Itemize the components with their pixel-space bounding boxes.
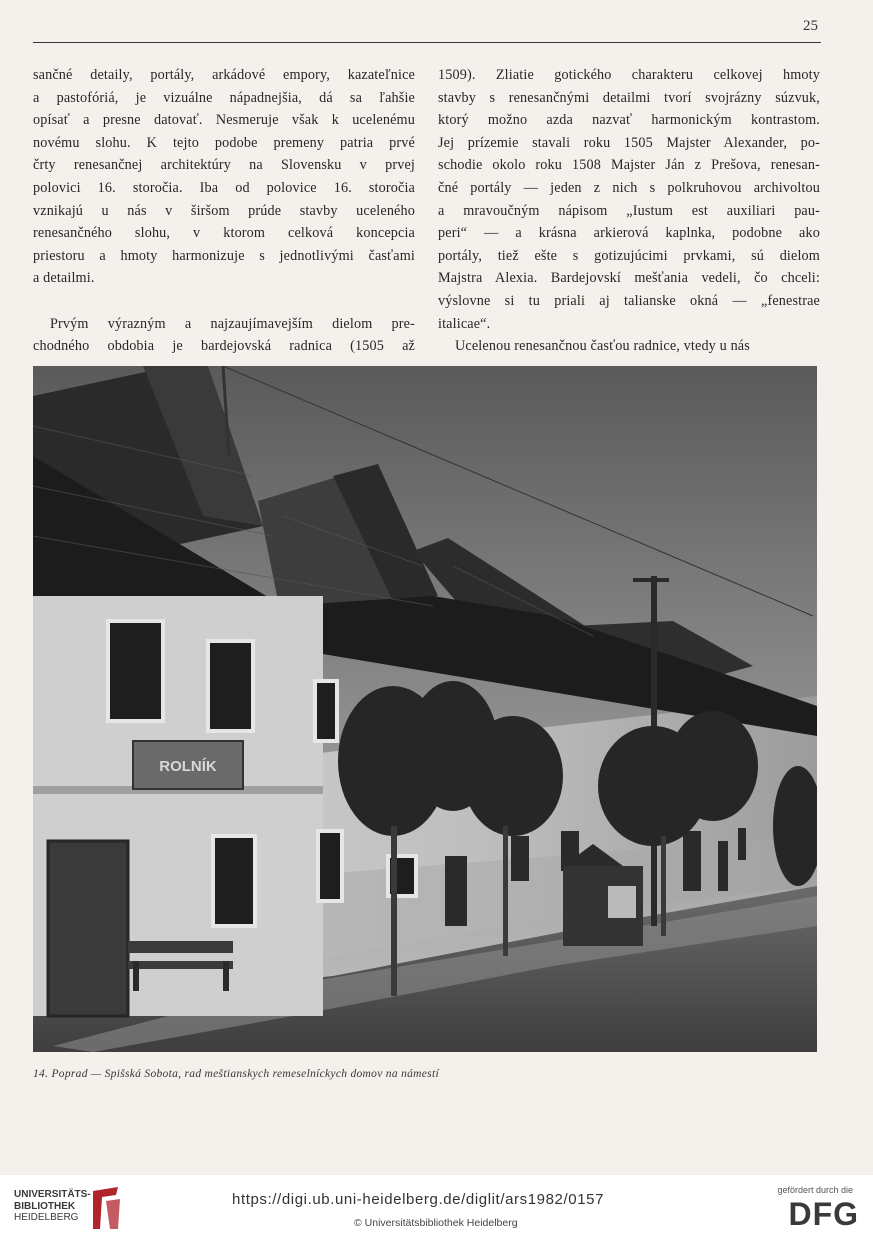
text-line: a detailmi. [33, 270, 95, 287]
text-line: Ucelenou renesančnou časťou radnice, vtedy u nás [455, 338, 750, 355]
dfg-logo[interactable]: DFG [788, 1196, 859, 1232]
text-line: vznikajú u nás v širšom prúde stavby uceleného [33, 202, 415, 219]
text-line: Jej prízemie stavali roku 1505 Majster Alexander, po- [438, 134, 820, 151]
text-line: schodie okolo roku 1508 Majster Ján z Prešova, renesan- [438, 157, 820, 174]
dfg-funding-label: gefördert durch die [777, 1185, 853, 1195]
text-line: novému slohu. K tejto podobe premeny patria prvé [33, 134, 415, 151]
logo-line: UNIVERSITÄTS- [14, 1189, 91, 1200]
text-line: 1509). Zliatie gotického charakteru celkovej hmoty [438, 67, 820, 83]
shop-sign-text: ROLNÍK [159, 758, 217, 775]
text-line: sančné detaily, portály, arkádové empory, kazateľnice [33, 67, 415, 83]
text-line: Prvým výrazným a najzaujímavejším dielom pre- [50, 315, 415, 332]
text-line: a mravoučným nápisom „Iustum est auxiliari pau- [438, 202, 820, 219]
left-text-column [33, 64, 415, 358]
text-line: polovici 16. storočia. Iba od polovice 16. storočia [33, 179, 415, 196]
text-line: čné portály — jeden z nich s polkruhovou archivoltou [438, 179, 820, 196]
logo-line: HEIDELBERG [14, 1212, 79, 1223]
footer-bar [0, 1175, 873, 1240]
text-line: italicae“. [438, 315, 491, 332]
ub-emblem-icon [90, 1185, 124, 1231]
text-line: ktorý možno azda nazvať harmonickým kontrastom. [438, 112, 820, 129]
figure-caption: 14. Poprad — Spišská Sobota, rad meštianskych remeselníckych domov na námestí [33, 1068, 439, 1080]
page-number: 25 [803, 18, 818, 34]
figure-photograph [33, 366, 817, 1052]
text-line: stavby s renesančnými detailmi tvorí svojrázny súzvuk, [438, 89, 820, 106]
text-line: opísať a presne datovať. Nesmeruje však k ucelenému [33, 112, 415, 129]
text-line: portály, tiež ešte s gotizujúcimi prvkami, sú dielom [438, 247, 820, 264]
header-rule [33, 42, 821, 43]
text-line: Majstra Alexia. Bardejovskí mešťania vedeli, čo chceli: [438, 270, 820, 287]
ub-heidelberg-logo[interactable] [14, 1189, 91, 1224]
text-line: renesančného slohu, v ktorom celková koncepcia [33, 225, 415, 242]
right-text-column [438, 64, 820, 358]
copyright-notice: © Universitätsbibliothek Heidelberg [354, 1217, 518, 1229]
text-line: priestoru a hmoty harmonizuje s jednotlivými časťami [33, 247, 415, 264]
text-line: črty renesančnej architektúry na Slovensku v prvej [33, 157, 415, 174]
logo-line: BIBLIOTHEK [14, 1200, 76, 1212]
text-line: peri“ — a krásna arkierová kaplnka, podobne ako [438, 225, 820, 242]
text-line: a pastofóriá, je vizuálne nápadnejšia, dá sa ľahšie [33, 89, 415, 106]
text-line: chodného obdobia je bardejovská radnica (1505 až [33, 338, 415, 355]
permalink-url[interactable]: https://digi.ub.uni-heidelberg.de/diglit/ars1982/0157 [232, 1191, 605, 1208]
text-line: výslovne si tu priali aj talianske okná — „fenestrae [438, 292, 820, 309]
